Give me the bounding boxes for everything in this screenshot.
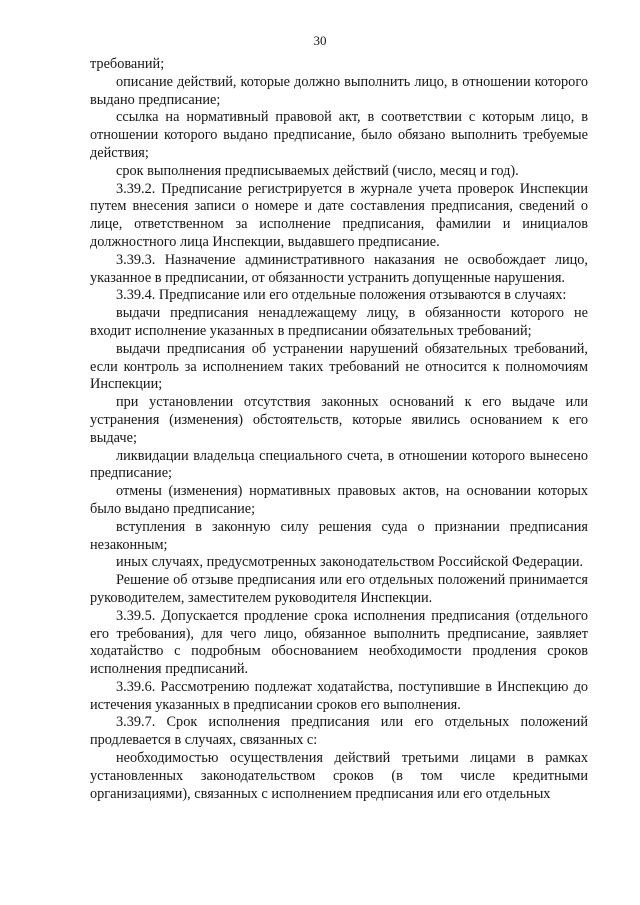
paragraph: выдачи предписания ненадлежащему лицу, в обязанности которого не входит исполнение указанных в предписании обязательных требований; (90, 305, 588, 339)
paragraph: 3.39.6. Рассмотрению подлежат ходатайства, поступившие в Инспекцию до истечения указанных в предписании сроков его выполнения. (90, 678, 588, 713)
paragraph: ссылка на нормативный правовой акт, в соответствии с которым лицо, в отношении которого выдано предписание, было обязано выполнить требуемые действия; (90, 109, 588, 161)
paragraph: 3.39.7. Срок исполнения предписания или его отдельных положений продлевается в случаях, связанных с: (90, 714, 588, 749)
paragraph: выдачи предписания об устранении нарушений обязательных требований, если контроль за исполнением таких требований не относится к полномочиям Инспекции; (90, 340, 588, 393)
paragraph: Решение об отзыве предписания или его отдельных положений принимается руководителем, заместителем руководителя Инспекции. (90, 572, 588, 606)
page-number: 30 (313, 33, 327, 48)
paragraph: 3.39.2. Предписание регистрируется в журнале учета проверок Инспекции путем внесения записи о номере и дате составления предписания, сведений о лице, ответственном за исполнение предписания, фамилии и инициалов должностного лица Инспекции, выдавшего предписание. (90, 180, 588, 250)
paragraph: срок выполнения предписываемых действий (число, месяц и год). (116, 162, 519, 179)
paragraph: иных случаях, предусмотренных законодательством Российской Федерации. (116, 554, 584, 571)
paragraph: требований; (90, 56, 165, 72)
paragraph: ликвидации владельца специального счета, в отношении которого вынесено предписание; (90, 447, 588, 482)
paragraph: 3.39.4. Предписание или его отдельные положения отзываются в случаях: (116, 287, 567, 304)
paragraph: 3.39.5. Допускается продление срока исполнения предписания (отдельного его требования), для чего лицо, обязанное выполнить предписание, заявляет ходатайство с подробным обоснованием необходимости продления сроков исполнения предписаний. (90, 607, 588, 678)
body-text (90, 56, 588, 803)
paragraph: описание действий, которые должно выполнить лицо, в отношении которого выдано предписание; (90, 73, 588, 108)
paragraph: необходимостью осуществления действий третьими лицами в рамках установленных законодательством сроков (в том числе кредитными организациями), связанных с исполнением предписания или его отдельных (90, 750, 588, 802)
paragraph: при установлении отсутствия законных оснований к его выдаче или устранения (изменения) обстоятельств, которые явились основанием к его выдаче; (90, 394, 588, 446)
paragraph: 3.39.3. Назначение административного наказания не освобождает лицо, указанное в предписании, от обязанности устранить допущенные нарушения. (90, 251, 588, 286)
paragraph: отмены (изменения) нормативных правовых актов, на основании которых было выдано предписание; (90, 483, 588, 517)
paragraph: вступления в законную силу решения суда о признании предписания незаконным; (90, 518, 588, 553)
